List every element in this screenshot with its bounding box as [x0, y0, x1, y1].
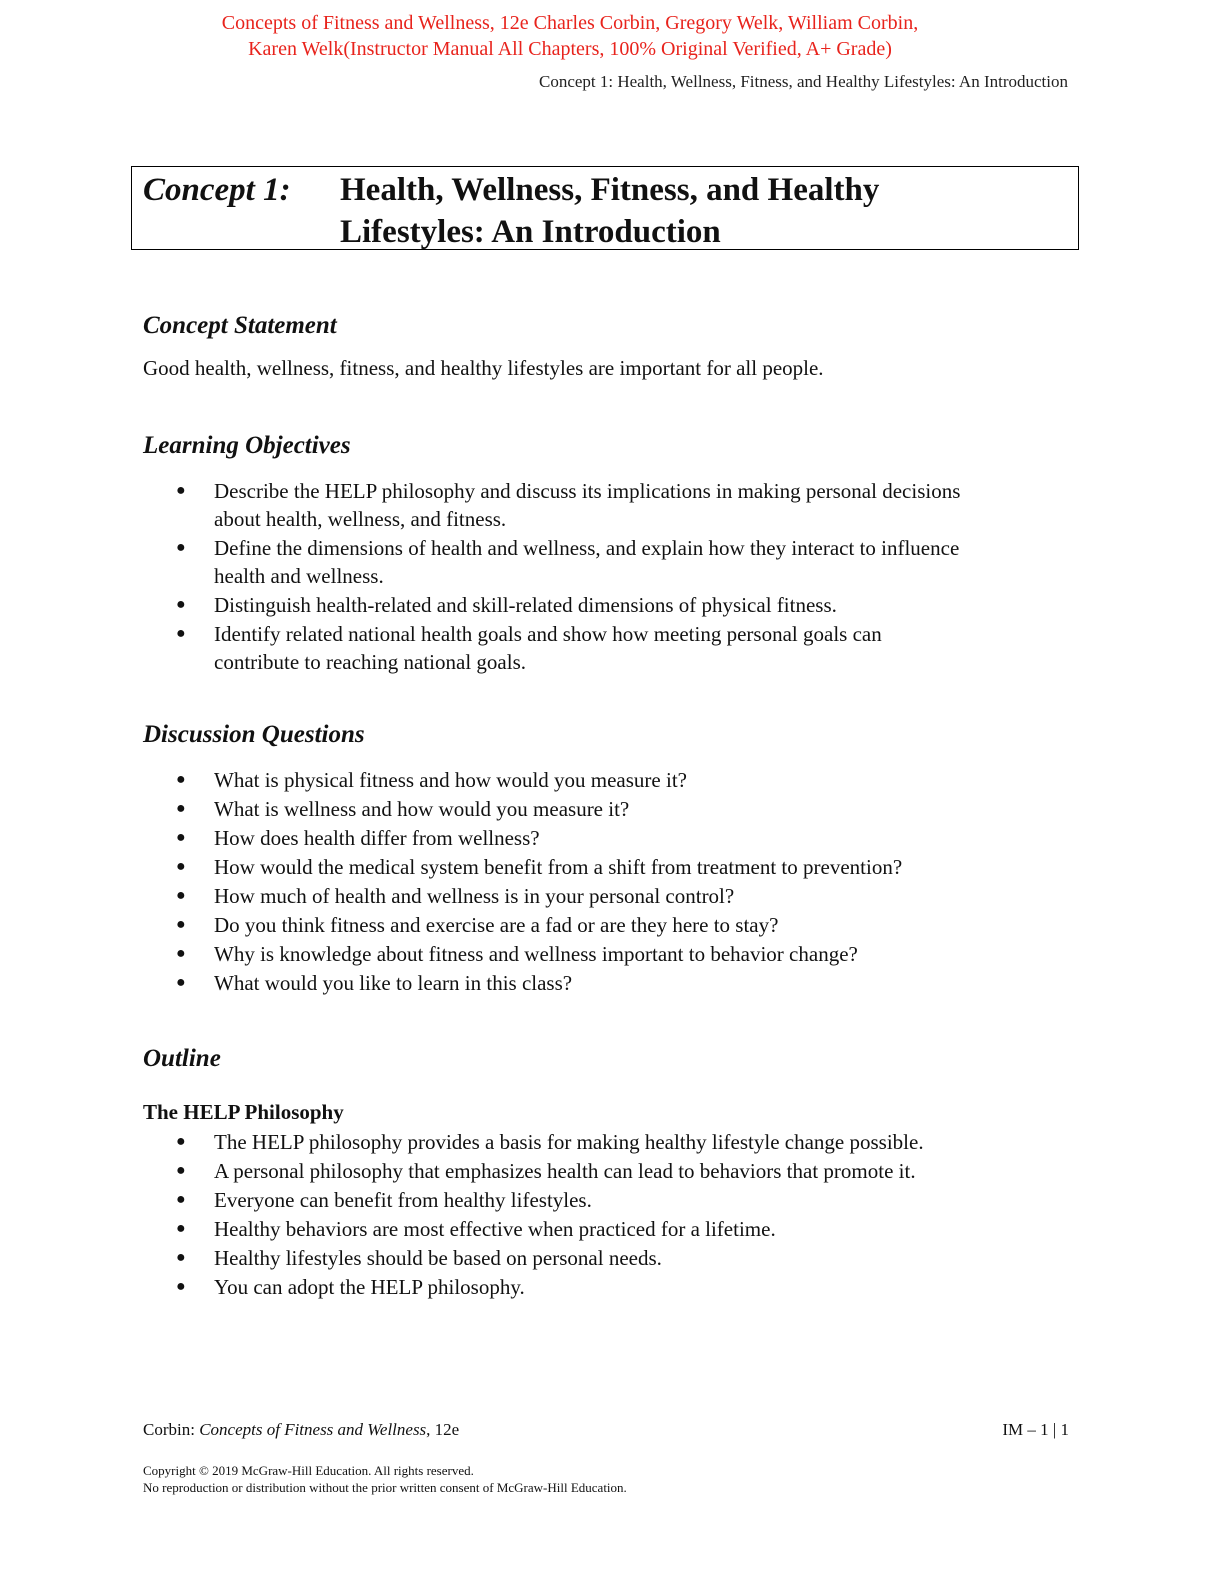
- copyright-notice: [143, 1462, 627, 1496]
- bullet-icon: ●: [176, 887, 186, 904]
- bullet-icon: ●: [176, 1220, 186, 1237]
- bullet-icon: ●: [176, 1133, 186, 1150]
- bullet-icon: ●: [176, 771, 186, 788]
- list-item: ● Healthy behaviors are most effective when practiced for a lifetime.: [176, 1217, 776, 1241]
- list-item: ● Identify related national health goals and show how meeting personal goals can contribute to reaching national goals.: [176, 622, 882, 674]
- bullet-icon: ●: [176, 596, 186, 613]
- watermark-line-2: Karen Welk(Instructor Manual All Chapters, 100% Original Verified, A+ Grade): [248, 38, 892, 60]
- concept-statement-heading: Concept Statement: [143, 312, 337, 339]
- discussion-questions-list: [0, 766, 1074, 998]
- list-item: ● What would you like to learn in this class?: [176, 971, 573, 995]
- outline-list: [0, 1128, 1074, 1302]
- list-item: ● How much of health and wellness is in your personal control?: [176, 884, 735, 908]
- bullet-icon: ●: [176, 800, 186, 817]
- discussion-questions-heading: Discussion Questions: [143, 721, 365, 748]
- bullet-icon: ●: [176, 1278, 186, 1295]
- list-item: ● Everyone can benefit from healthy lifestyles.: [176, 1188, 592, 1212]
- page-number: IM – 1 | 1: [1002, 1420, 1069, 1439]
- bullet-icon: ●: [176, 539, 186, 556]
- list-item: ● Distinguish health-related and skill-related dimensions of physical fitness.: [176, 593, 837, 617]
- footer-book-title: Concepts of Fitness and Wellness: [199, 1420, 427, 1439]
- footer-citation: [143, 1420, 459, 1440]
- bullet-icon: ●: [176, 1249, 186, 1266]
- list-item: ● Define the dimensions of health and wellness, and explain how they interact to influence health and wellness.: [176, 536, 960, 588]
- chapter-title-box: [131, 166, 1079, 250]
- watermark-line-1: Concepts of Fitness and Wellness, 12e Charles Corbin, Gregory Welk, William Corbin,: [221, 12, 919, 34]
- bullet-icon: ●: [176, 858, 186, 875]
- copyright-line-1: Copyright © 2019 McGraw-Hill Education. All rights reserved.: [143, 1463, 474, 1478]
- bullet-icon: ●: [176, 1191, 186, 1208]
- list-item: ● What is wellness and how would you measure it?: [176, 797, 630, 821]
- running-header: Concept 1: Health, Wellness, Fitness, and Healthy Lifestyles: An Introduction: [538, 72, 1068, 91]
- bullet-icon: ●: [176, 625, 186, 642]
- bullet-icon: ●: [176, 916, 186, 933]
- learning-objectives-list: [0, 477, 1074, 677]
- help-philosophy-heading: The HELP Philosophy: [143, 1100, 344, 1124]
- list-item: ● How does health differ from wellness?: [176, 826, 540, 850]
- chapter-label: Concept 1:: [143, 172, 291, 208]
- list-item: ● The HELP philosophy provides a basis for making healthy lifestyle change possible.: [176, 1130, 924, 1154]
- list-item: ● How would the medical system benefit from a shift from treatment to prevention?: [176, 855, 903, 879]
- outline-heading: Outline: [143, 1045, 221, 1072]
- concept-statement-text: Good health, wellness, fitness, and healthy lifestyles are important for all people.: [143, 356, 824, 380]
- bullet-icon: ●: [176, 945, 186, 962]
- list-item: ● Do you think fitness and exercise are a fad or are they here to stay?: [176, 913, 779, 937]
- bullet-icon: ●: [176, 829, 186, 846]
- copyright-line-2: No reproduction or distribution without the prior written consent of McGraw-Hill Education.: [143, 1480, 627, 1495]
- watermark-header: [150, 10, 990, 62]
- list-item: ● What is physical fitness and how would you measure it?: [176, 768, 687, 792]
- footer-edition: , 12e: [426, 1420, 460, 1439]
- bullet-icon: ●: [176, 1162, 186, 1179]
- list-item: ● Describe the HELP philosophy and discuss its implications in making personal decisions about health, wellness, and fitness.: [176, 479, 961, 531]
- list-item: ● Healthy lifestyles should be based on personal needs.: [176, 1246, 662, 1270]
- learning-objectives-heading: Learning Objectives: [143, 432, 351, 459]
- list-item: ● Why is knowledge about fitness and wellness important to behavior change?: [176, 942, 858, 966]
- bullet-icon: ●: [176, 482, 186, 499]
- list-item: ● You can adopt the HELP philosophy.: [176, 1275, 525, 1299]
- footer-author: Corbin:: [143, 1420, 200, 1439]
- chapter-title-line-1: Health, Wellness, Fitness, and Healthy: [340, 172, 880, 208]
- list-item: ● A personal philosophy that emphasizes health can lead to behaviors that promote it.: [176, 1159, 916, 1183]
- chapter-title: [340, 169, 1040, 253]
- bullet-icon: ●: [176, 974, 186, 991]
- chapter-title-line-2: Lifestyles: An Introduction: [340, 214, 721, 250]
